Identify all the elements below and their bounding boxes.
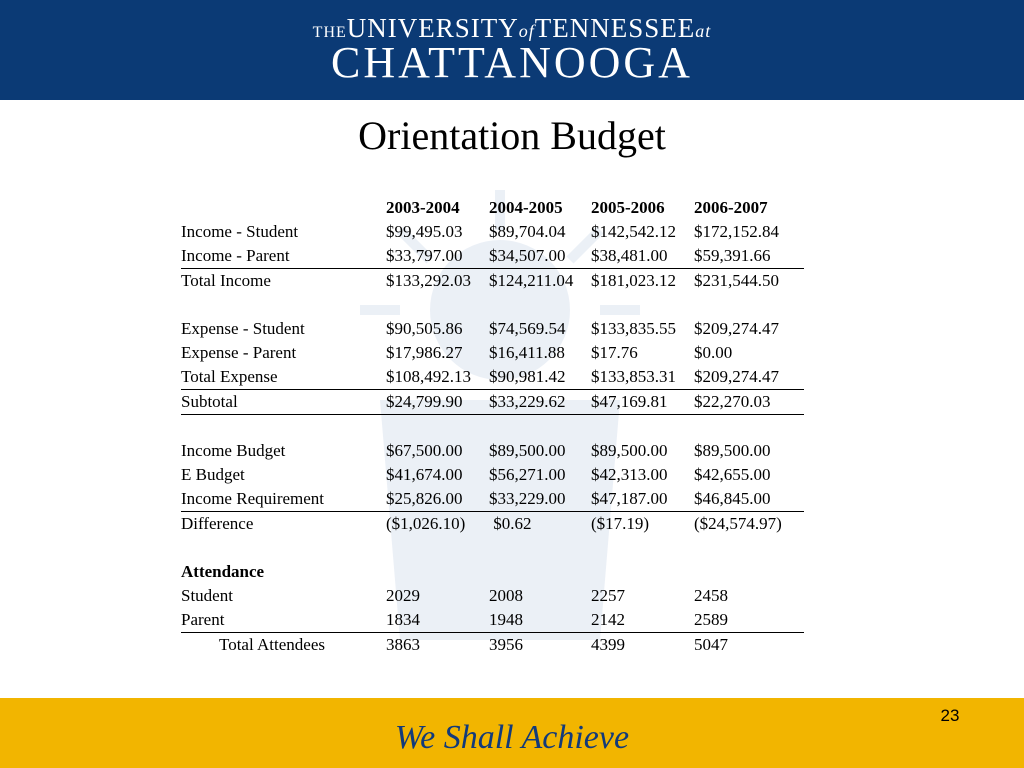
cell-value: ($17.19): [591, 514, 650, 533]
cell-value: 2029: [386, 586, 420, 605]
table-row: [181, 633, 804, 658]
cell-value: $133,835.55: [591, 319, 676, 338]
row-label: Total Expense: [181, 365, 386, 390]
spacer-cell: [181, 293, 804, 317]
cell-value: $25,826.00: [386, 487, 489, 512]
cell-value: ($24,574.97): [694, 514, 782, 533]
table-row: [181, 365, 804, 390]
logo-university: UNIVERSITY: [346, 13, 519, 43]
table-row: [181, 269, 804, 294]
empty-cell: [489, 560, 591, 584]
cell-value: $133,853.31: [591, 365, 694, 390]
column-header: 2004-2005: [489, 198, 563, 217]
table-row: [181, 244, 804, 269]
slide-title: Orientation Budget: [358, 113, 666, 158]
cell-value: 2257: [591, 586, 625, 605]
logo-chattanooga: CHATTANOOGA: [331, 38, 693, 87]
cell-value: $47,169.81: [591, 390, 694, 415]
university-logo: [0, 0, 1024, 100]
cell-value: $108,492.13: [386, 365, 489, 390]
cell-value: $142,542.12: [591, 222, 676, 241]
header-empty-cell: [181, 196, 386, 220]
empty-cell: [694, 560, 804, 584]
cell-value: 1948: [489, 608, 591, 633]
logo-the: THE: [312, 24, 347, 41]
row-label: Income - Student: [181, 222, 299, 241]
table-row: [181, 220, 804, 244]
cell-value: $47,187.00: [591, 487, 694, 512]
cell-value: $59,391.66: [694, 244, 804, 269]
footer-motto: We Shall Achieve: [394, 719, 630, 756]
cell-value: 1834: [386, 608, 489, 633]
cell-value: $46,845.00: [694, 487, 804, 512]
cell-value: $74,569.54: [489, 319, 566, 338]
spacer-row: [181, 293, 804, 317]
cell-value: 2008: [489, 586, 523, 605]
header-banner: [0, 0, 1024, 100]
cell-value: $16,411.88: [489, 343, 565, 362]
cell-value: 5047: [694, 635, 728, 654]
cell-value: $231,544.50: [694, 271, 779, 290]
cell-value: $34,507.00: [489, 244, 591, 269]
cell-value: $38,481.00: [591, 244, 694, 269]
cell-value: $33,229.62: [489, 390, 591, 415]
table-row: [181, 584, 804, 608]
cell-value: $89,500.00: [694, 441, 771, 460]
cell-value: $0.62: [489, 514, 532, 533]
cell-value: $89,500.00: [591, 441, 668, 460]
cell-value: $17.76: [591, 343, 638, 362]
spacer-cell: [181, 536, 804, 560]
row-label: Expense - Student: [181, 319, 305, 338]
row-label: Income Requirement: [181, 487, 386, 512]
row-label: Student: [181, 586, 233, 605]
table-row: [181, 317, 804, 341]
cell-value: $42,655.00: [694, 465, 771, 484]
table-row: [181, 608, 804, 633]
cell-value: $89,704.04: [489, 222, 566, 241]
cell-value: $124,211.04: [489, 271, 574, 290]
row-label: E Budget: [181, 465, 245, 484]
column-header: 2006-2007: [694, 198, 768, 217]
cell-value: 2142: [591, 608, 694, 633]
cell-value: $90,981.42: [489, 365, 591, 390]
attendance-heading: Attendance: [181, 562, 265, 581]
logo-at: at: [695, 21, 712, 41]
column-header: 2005-2006: [591, 198, 665, 217]
table-row: [181, 463, 804, 487]
cell-value: $17,986.27: [386, 343, 463, 362]
row-label: Income - Parent: [181, 244, 386, 269]
cell-value: $56,271.00: [489, 465, 566, 484]
row-label: Parent: [181, 608, 386, 633]
cell-value: $209,274.47: [694, 365, 804, 390]
cell-value: 4399: [591, 635, 625, 654]
table-row: [181, 341, 804, 365]
spacer-row: [181, 415, 804, 440]
row-label: Difference: [181, 514, 254, 533]
row-label: Income Budget: [181, 441, 286, 460]
row-label: Expense - Parent: [181, 343, 297, 362]
logo-tennessee: TENNESSEE: [534, 13, 696, 43]
cell-value: 3956: [489, 635, 523, 654]
cell-value: $22,270.03: [694, 390, 804, 415]
table-row: [181, 439, 804, 463]
cell-value: 2458: [694, 586, 728, 605]
empty-cell: [591, 560, 694, 584]
cell-value: $42,313.00: [591, 465, 668, 484]
table-header-row: [181, 196, 804, 220]
cell-value: $0.00: [694, 343, 733, 362]
cell-value: 3863: [386, 635, 420, 654]
table-row: [181, 487, 804, 512]
cell-value: $33,797.00: [386, 244, 489, 269]
cell-value: $41,674.00: [386, 465, 463, 484]
cell-value: $209,274.47: [694, 319, 779, 338]
cell-value: $90,505.86: [386, 319, 463, 338]
cell-value: ($1,026.10): [386, 514, 466, 533]
table-row: [181, 560, 804, 584]
row-label: Total Attendees: [219, 635, 325, 654]
page-number: 23: [940, 706, 960, 725]
table-row: [181, 390, 804, 415]
row-label: Total Income: [181, 271, 271, 290]
cell-value: $67,500.00: [386, 441, 463, 460]
empty-cell: [386, 560, 489, 584]
budget-table: [181, 196, 804, 657]
cell-value: 2589: [694, 608, 804, 633]
table-row: [181, 512, 804, 537]
cell-value: $89,500.00: [489, 441, 566, 460]
spacer-cell: [181, 415, 804, 440]
cell-value: $133,292.03: [386, 271, 471, 290]
column-header: 2003-2004: [386, 198, 460, 217]
cell-value: $24,799.90: [386, 390, 489, 415]
logo-of: of: [518, 21, 535, 41]
spacer-row: [181, 536, 804, 560]
cell-value: $33,229.00: [489, 487, 591, 512]
cell-value: $172,152.84: [694, 222, 779, 241]
cell-value: $181,023.12: [591, 271, 676, 290]
row-label: Subtotal: [181, 390, 386, 415]
cell-value: $99,495.03: [386, 222, 463, 241]
